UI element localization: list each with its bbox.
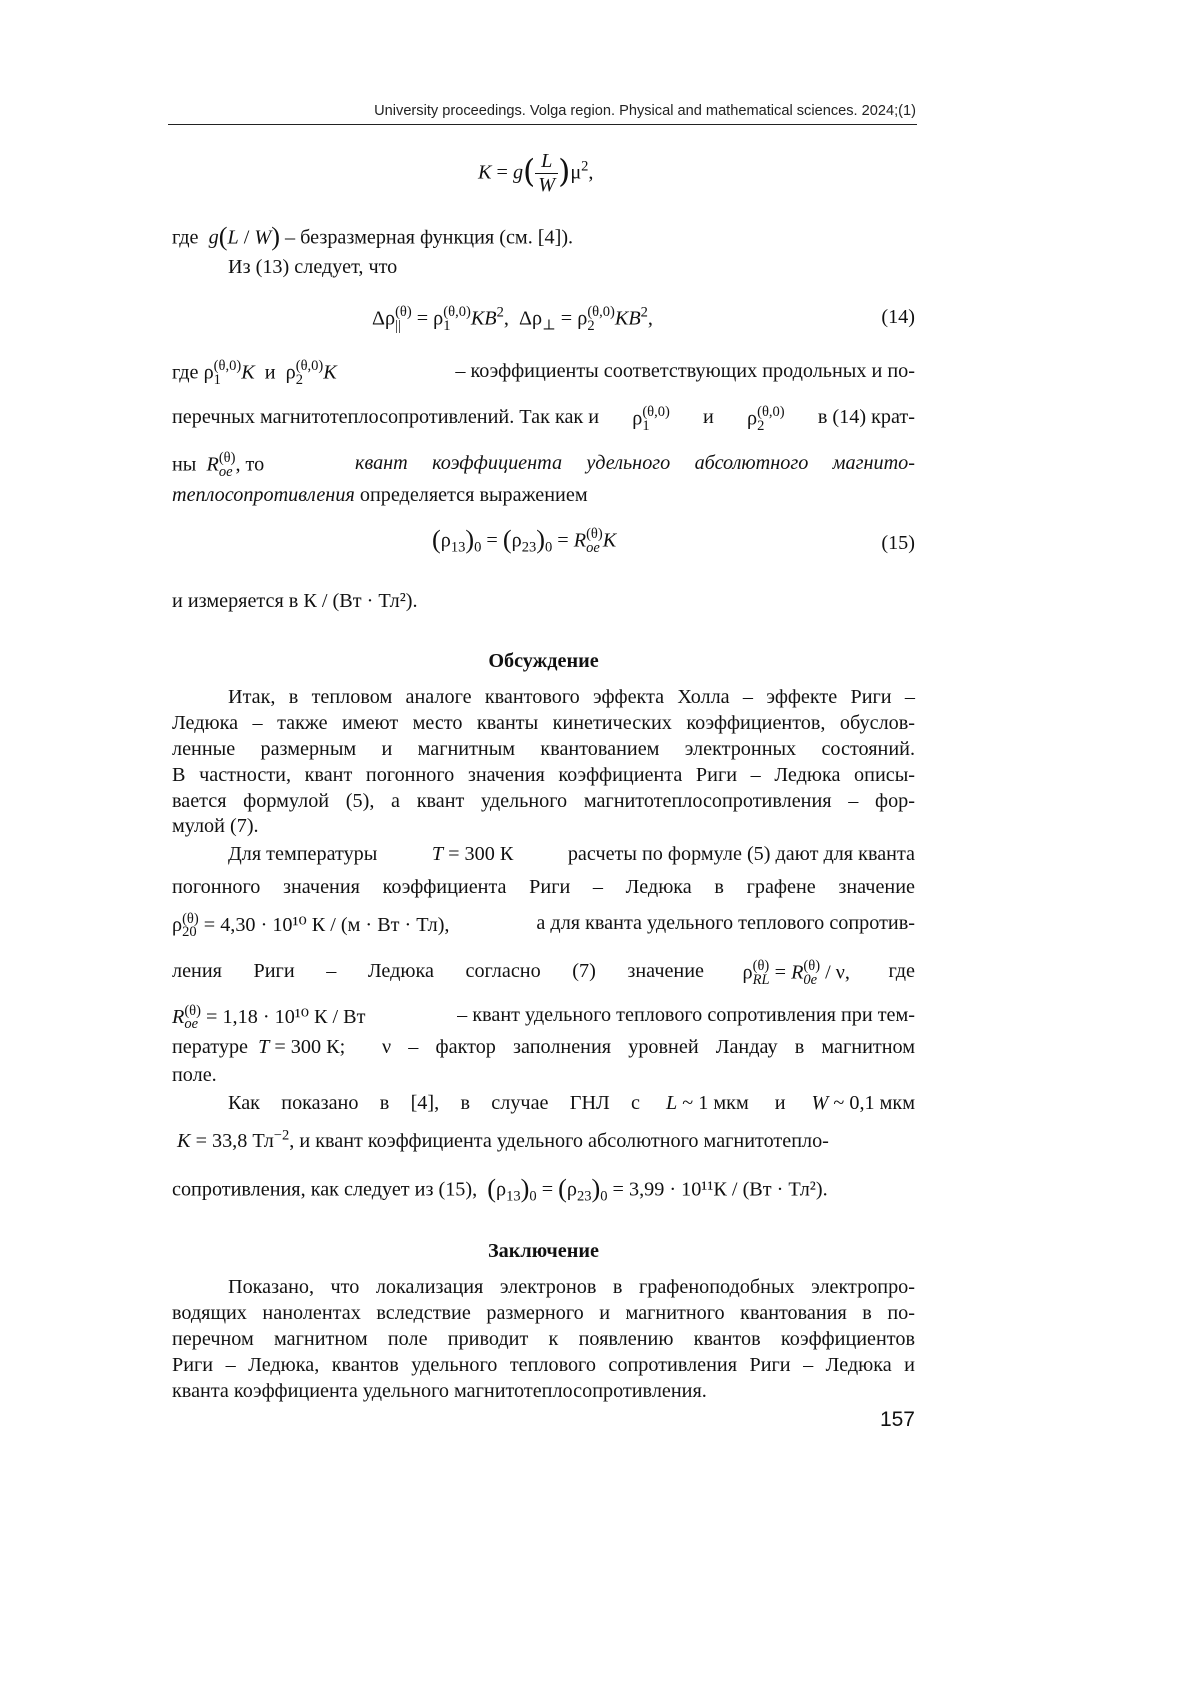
p2-line3-rest: а для кванта удельного теплового сопротив- [536, 912, 915, 934]
conclusion-line: Показано, что локализация электронов в графеноподобных электропро- [228, 1276, 915, 1298]
conclusion-last: кванта коэффициента удельного магнитотеплосопротивления. [172, 1380, 707, 1402]
p2-line4-b: где [888, 960, 915, 982]
transverse-text-a: перечных магнитотеплосопротивлений. Так как и [172, 406, 600, 428]
multiple-italic: квант коэффициента удельного абсолютного магнито- [355, 452, 915, 474]
transverse-text-b: и [703, 406, 714, 428]
p3-line1-text: Как показано в [4], в случае ГНЛ с [228, 1092, 640, 1114]
running-header: University proceedings. Volga region. Physical and mathematical sciences. 2024;(1) [374, 103, 916, 119]
discussion-p3-line3: сопротивления, как следует из (15), $(\rho_{13})_0 = (\rho_{23})_0 = 3,99 \cdot 10^{11}К / (Вт \cdot Тл^2)$. [172, 1174, 828, 1205]
p3-line2-rest: , и квант коэффициента удельного абсолютного магнитотепло- [289, 1130, 829, 1152]
discussion-p1-line: ленные размерным и магнитным квантованием электронных состояний. [172, 738, 915, 760]
discussion-p3-line2: K = 33,8 $Тл^{-2}$, и квант коэффициента удельного абсолютного магнитотепло- [177, 1127, 829, 1152]
discussion-p1-line: Итак, в тепловом аналоге квантового эффекта Холла – эффекте Риги – [228, 686, 915, 708]
discussion-p2-line1: Для температуры T = 300 К расчеты по формуле (5) дают для кванта [228, 843, 915, 865]
p2-line4-a: ления Риги – Ледюка согласно (7) значение [172, 960, 704, 982]
equation-14: Δρ (θ) || = ρ (θ,0) 1 $KB^2$, $\Delta\rho_\perp = \rho$ (θ,0) 2 $KB^2$, [372, 304, 653, 334]
multiple-text-a: ны [172, 453, 197, 476]
p3-line3-value: = 3,99 · 10¹¹К / (Вт · Тл²). [612, 1178, 828, 1201]
discussion-p2-line4: ления Риги – Ледюка согласно (7) значение ρ (θ) RL = R (θ) 0e / ν, где [172, 958, 915, 988]
line-transverse: перечных магнитотеплосопротивлений. Так как и ρ (θ,0) 1 и ρ (θ,0) 2 в (14) крат- [172, 404, 915, 434]
discussion-p1-line: Ледюка – также имеют место кванты кинетических коэффициентов, обуслов- [172, 712, 915, 734]
header-rule [168, 124, 917, 125]
where-rho-rest: – коэффициенты соответствующих продольных и по- [455, 360, 915, 382]
equation-15-number: (15) [881, 532, 915, 554]
conclusion-line: Риги – Ледюка, квантов удельного теплового сопротивления Риги – Ледюка и [172, 1354, 915, 1376]
rho20-value: = 4,30 · 10¹⁰ К / (м · Вт · Тл), [203, 914, 450, 936]
line-measured [172, 590, 915, 613]
transverse-text-c: в (14) крат- [817, 406, 915, 428]
equation-k: K = g( $\frac{L}{W}$ )$\mu^2$, [478, 150, 594, 197]
roe-value: = 1,18 · 10¹⁰ К / Вт [206, 1006, 366, 1028]
where-rho-and: и [264, 361, 276, 384]
p2-line6-a: пературе [172, 1036, 248, 1058]
p2-line6-b: ν – фактор заполнения уровней Ландау в магнитном [382, 1036, 915, 1058]
line-multiple: ны R (θ) oe , то квант коэффициента удельного абсолютного магнито- [172, 450, 915, 480]
discussion-p1-line: В частности, квант погонного значения коэффициента Риги – Ледюка описы- [172, 764, 915, 786]
discussion-p1-line: вается формулой (5), а квант удельного магнитотеплосопротивления – фор- [172, 790, 915, 812]
measured-text: и измеряется в [172, 590, 299, 612]
conclusion-line: перечном магнитном поле приводит к появлению квантов коэффициентов [172, 1328, 915, 1350]
p2-line1-b: расчеты по формуле (5) дают для кванта [567, 843, 915, 865]
multiple-text-b: , то [235, 453, 265, 476]
discussion-p2-last: поле. [172, 1064, 217, 1086]
page-number: 157 [879, 1408, 915, 1431]
line-from13: Из (13) следует, что [228, 256, 398, 278]
defined-italic: теплосопротивления [172, 484, 355, 506]
heading-conclusion: Заключение [488, 1240, 599, 1262]
conclusion-line: водящих нанолентах вследствие размерного и магнитного квантования в по- [172, 1302, 915, 1324]
discussion-p2-line6: пературе T = 300 К; ν – фактор заполнения уровней Ландау в магнитном [172, 1036, 915, 1058]
equation-14-number: (14) [881, 306, 915, 328]
discussion-p2-line2: погонного значения коэффициента Риги – Ледюка в графене значение [172, 876, 915, 898]
measured-unit: К / (Вт · Тл²). [303, 590, 418, 612]
equation-15: $(\rho_{13})_0 = (\rho_{23})_0 = R$ (θ) oe K [432, 525, 617, 556]
line-defined [172, 484, 915, 507]
discussion-p2-line3: ρ (θ) 20 = 4,30 · 10¹⁰ К / (м · Вт · Тл), а для кванта удельного теплового сопротив- [172, 910, 915, 941]
p2-line5-rest: – квант удельного теплового сопротивления при тем- [457, 1004, 915, 1026]
where-g-text: – безразмерная функция (см. [4]). [285, 226, 574, 249]
p3-line3-a: сопротивления, как следует из (15), [172, 1178, 478, 1201]
heading-discussion: Обсуждение [488, 650, 599, 672]
where-rho-label: где [172, 361, 199, 384]
discussion-p3-line1: Как показано в [4], в случае ГНЛ с L ~ 1 мкм и W ~ 0,1 мкм [228, 1092, 915, 1114]
line-where-g: где g(L / W) – безразмерная функция (см. [4]). [172, 222, 574, 251]
discussion-p1-last: мулой (7). [172, 815, 259, 837]
defined-rest: определяется выражением [359, 484, 588, 506]
line-where-rho: где ρ (θ,0) 1 K и ρ (θ,0) 2 K – коэффициенты соответствующих продольных и по- [172, 358, 915, 388]
discussion-p2-line5: R (θ) oe = 1,18 · 10¹⁰ К / Вт – квант удельного теплового сопротивления при тем- [172, 1002, 915, 1033]
p2-line1-a: Для температуры [228, 843, 378, 865]
